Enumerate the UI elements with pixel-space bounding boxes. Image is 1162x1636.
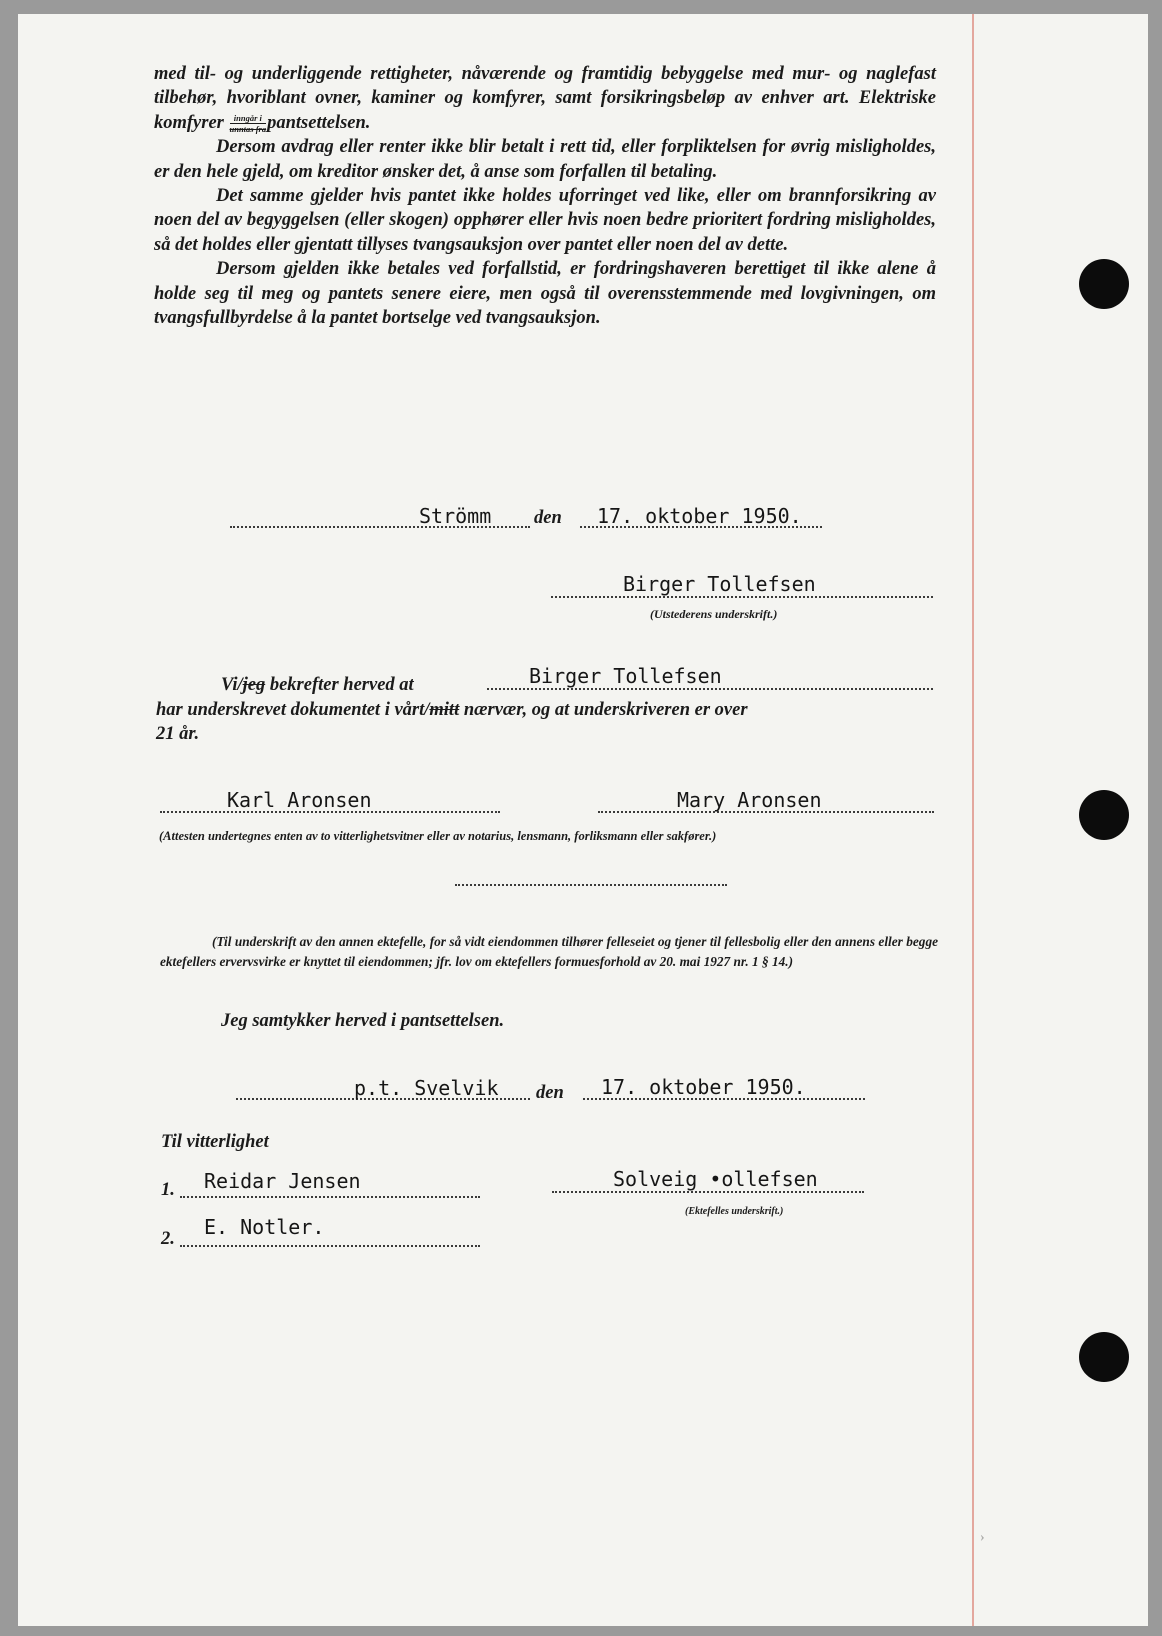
paragraph-3: Det samme gjelder hvis pantet ikke holdes uforringet ved like, eller om brannforsikring av noen del av begyggelsen (eller skogen) opphører eller hvis noen bedre prioritert fordring misligholdes, så det holdes eller gjentatt tillyses tvangsauksjon over pantet eller noen del av dette.: [154, 186, 936, 255]
signer-name: Birger Tollefsen: [529, 664, 722, 688]
place-value-2: p.t. Svelvik: [354, 1076, 499, 1100]
punch-hole: [1079, 1332, 1129, 1382]
spouse-pre-line: [455, 884, 727, 886]
spouse-note: (Til underskrift av den annen ektefelle, for så vidt eiendommen tilhører felleseiet og tjener til fellesbolig eller den annens eller begge ektefellers ervervsvirke er knyttet til eiendommen; jfr. lov om ektefellers formuesforhold av 20. mai 1927 nr. 1 § 14.): [160, 934, 938, 969]
spouse-signature: Solveig •ollefsen: [613, 1167, 818, 1191]
den-label-2: den: [536, 1083, 564, 1103]
signer-line: [487, 688, 933, 690]
witness-number-2: 2.: [161, 1229, 175, 1249]
place-value: Strömm: [419, 504, 492, 528]
til-vitterlighet-label: Til vitterlighet: [161, 1132, 269, 1152]
spouse-signature-line: [552, 1191, 864, 1193]
den-label: den: [534, 508, 562, 528]
inngar-unntas-fraction: $\frac{\text{inngår i}}{\text{unntas fra}}$: [229, 113, 267, 135]
body-text: [154, 62, 936, 330]
paragraph-1: med til- og underliggende rettigheter, nåværende og framtidig bebyggelse med mur- og naglefast tilbehør, hvoriblant ovner, kaminer og komfyrer, samt forsikringsbeløp av enhver art. Elektriske komfyrer $\frac{\text{inngår i}}{\text{unntas fra}}$ pantsettelsen.: [154, 64, 936, 135]
margin-rule: [972, 14, 974, 1626]
witness-number-1: 1.: [161, 1180, 175, 1200]
consent-text: Jeg samtykker herved i pantsettelsen.: [221, 1011, 505, 1031]
punch-hole: [1079, 790, 1129, 840]
issuer-signature-line: [551, 596, 933, 598]
witness-2-signature: E. Notler.: [204, 1215, 325, 1239]
witness-statement-line2: har underskrevet dokumentet i vårt/mitt nærvær, og at underskriveren er over: [156, 700, 748, 720]
bottom-mark: ›: [980, 1530, 985, 1545]
paragraph-2: Dersom avdrag eller renter ikke blir betalt i rett tid, eller forpliktelsen for øvrig misligholdes, er den hele gjeld, om kreditor ønsker det, å anse som forfallen til betaling.: [154, 137, 936, 182]
spouse-caption: (Ektefelles underskrift.): [685, 1206, 784, 1217]
punch-hole: [1079, 259, 1129, 309]
paragraph-4: Dersom gjelden ikke betales ved forfallstid, er fordringshaveren berettiget til ikke alene å holde seg til meg og pantets senere eiere, men også til overensstemmende med lovgivningen, om tvangsfullbyrdelse å la pantet bortselge ved tvangsauksjon.: [154, 259, 936, 329]
witness-right-signature: Mary Aronsen: [677, 788, 822, 812]
witness-caption: (Attesten undertegnes enten av to vitterlighetsvitner eller av notarius, lensmann, forliksmann eller sakfører.): [159, 829, 717, 843]
issuer-signature: Birger Tollefsen: [623, 572, 816, 596]
witness-statement-line1: Vi/jeg bekrefter herved at: [221, 675, 414, 695]
witness-1-line: [180, 1196, 480, 1198]
witness-1-signature: Reidar Jensen: [204, 1169, 361, 1193]
date-value: 17. oktober 1950.: [597, 504, 802, 528]
date-value-2: 17. oktober 1950.: [601, 1075, 806, 1099]
witness-left-signature: Karl Aronsen: [227, 788, 372, 812]
issuer-caption: (Utstederens underskrift.): [650, 607, 778, 621]
witness-statement-line3: 21 år.: [156, 724, 200, 744]
witness-2-line: [180, 1245, 480, 1247]
